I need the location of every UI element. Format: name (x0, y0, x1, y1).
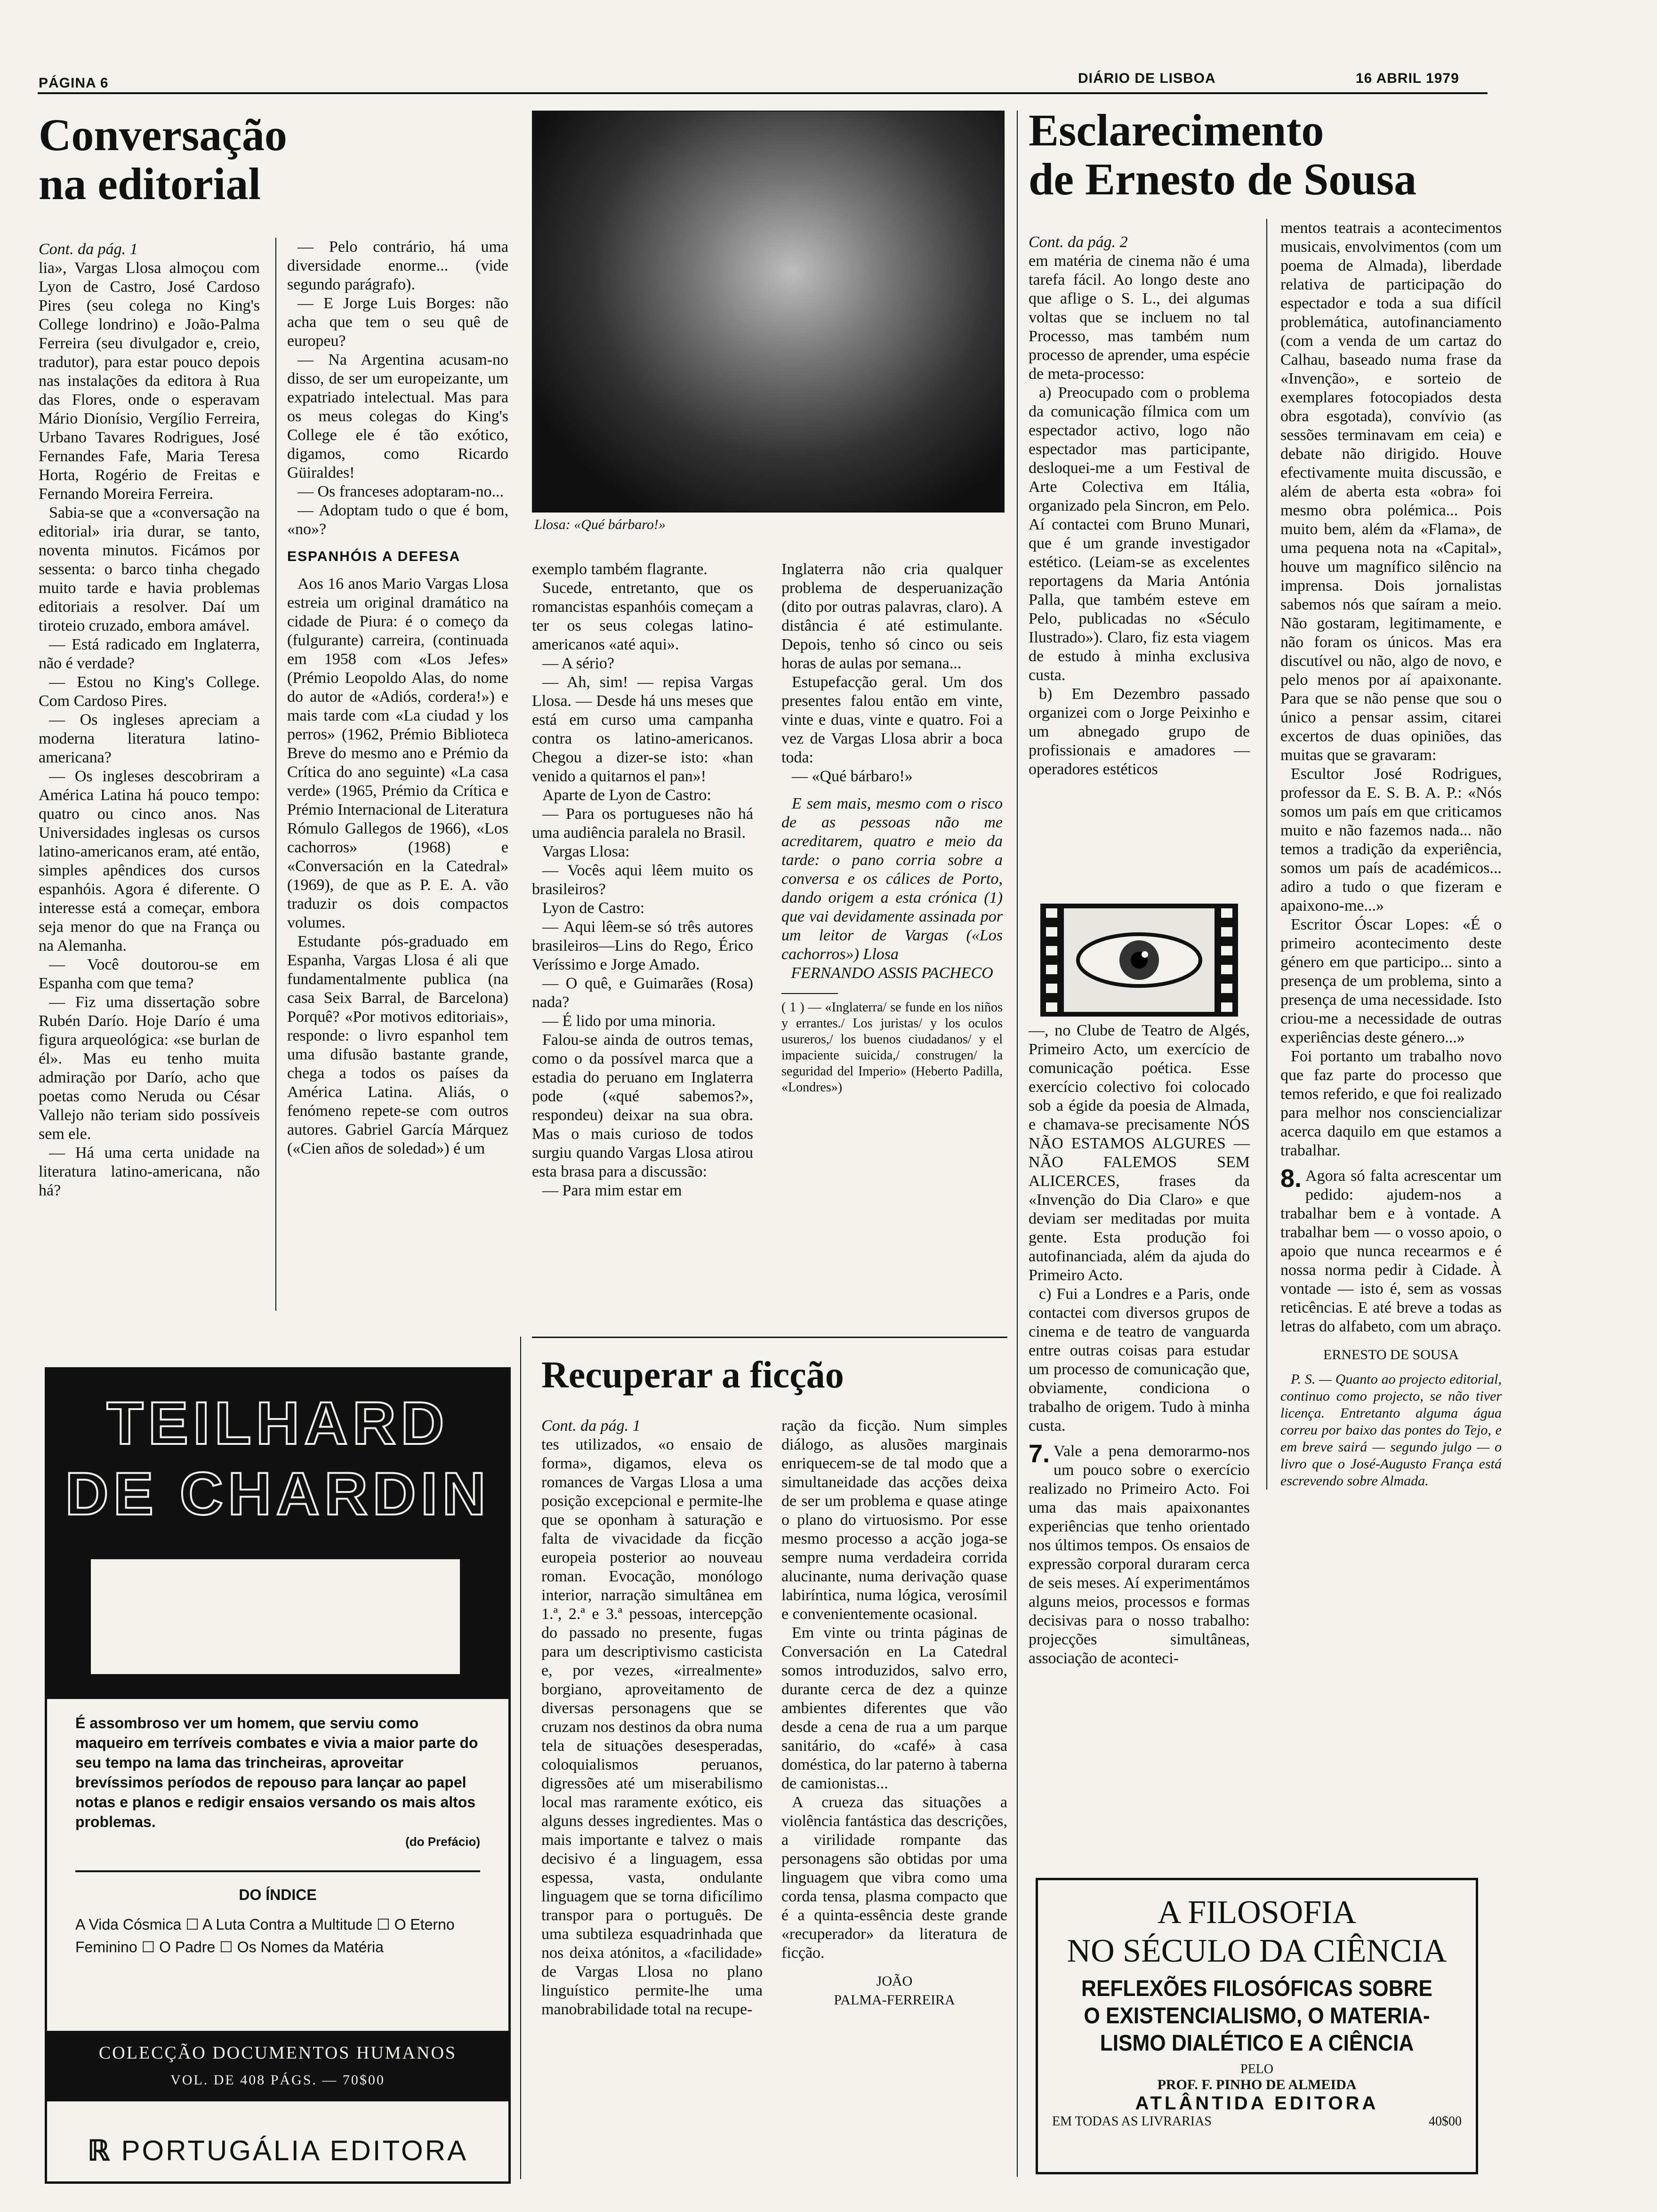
ad-index-title: DO ÍNDICE (239, 1886, 317, 1903)
column-rule (520, 1337, 521, 2179)
llosa-portrait-photo (532, 111, 1005, 513)
ad-collection-banner: COLECÇÃO DOCUMENTOS HUMANOS VOL. DE 408 PÁGS. — 70$00 (47, 2031, 508, 2101)
article1-italic-note: E sem mais, mesmo com o risco de as pessoas não me acreditarem, quatro e meio da tarde: o pano corria sobre a conversa e os cálices de Porto, dando origem a esta crónica (1) que vai devidamente assinada por um leitor de Vargas («Los cachorros») Llosa (781, 795, 1003, 963)
article2-author: ERNESTO DE SOUSA (1323, 1347, 1459, 1362)
article1-footnote: ( 1 ) — «Inglaterra/ se funde en los niños y errantes./ Los juristas/ y los oculos usureros,/ los buenos ciudadanos/ y el impaciente suicida,/ construgen/ la seguridad del Imperio» (Heberto Padilla, «Londres») (781, 1000, 1003, 1095)
ad-quote: É assombroso ver um homem, que serviu como maqueiro em terríveis combates e vivia a maior parte do seu tempo na lama das trincheiras, aproveitar brevíssimos períodos de repouso para lançar ao papel notas e planos e redigir ensaios versando os mais altos problemas. (do Prefácio) (75, 1715, 480, 1849)
ad-filosofia-subtitle: REFLEXÕES FILOSÓFICAS SOBRE O EXISTENCIALISMO, O MATERIA- LISMO DIALÉTICO E A CIÊNCIA (1081, 1976, 1432, 2056)
article3-title: Recuperar a ficção (541, 1354, 844, 1396)
ad-filosofia-author: PROF. F. PINHO DE ALMEIDA (1157, 2077, 1357, 2092)
article2-title: Esclarecimento de Ernesto de Sousa (1029, 105, 1417, 204)
article1-column-1: Cont. da pág. 1 lia», Vargas Llosa almoçou com Lyon de Castro, José Cardoso Pires (seu colega no King's College londrino) e João-Palma Ferreira (seu divulgador e, creio, tradutor), para estar pouco depois nas instalações da editora à Rua das Flores, onde o esperavam Mário Dionísio, Vergílio Ferreira, Urbano Tavares Rodrigues, José Fernandes Fafe, Maria Teresa Horta, Rogério de Freitas e Fernando Moreira Ferreira. Sabia-se que a «conversação na editorial» iria durar, se tanto, noventa minutos. Ficámos por sessenta: o barco tinha chegado muito tarde e havia problemas editoriais a resolver. Daí um tiroteio cruzado, embora amável. — Está radicado em Inglaterra, não é verdade? — Estou no King's College. Com Cardoso Pires. — Os ingleses apreciam a moderna literatura latino-americana? — Os ingleses descobriram a América Latina há pouco tempo: quatro ou cinco anos. Nas Universidades inglesas os cursos latino-americanos eram, até então, simples apêndices dos cursos espanhóis. Agora é diferente. O interesse está a começar, embora seja menor do que na França ou na Alemanha. — Você doutorou-se em Espanha com que tema? — Fiz uma dissertação sobre Rubén Darío. Hoje Darío é uma figura arqueológica: «se burlan de él». Mas eu tenho muita admiração por Darío, acho que poetas como Neruda ou César Vallejo não teriam sido possíveis sem ele. — Há uma certa unidade na literatura latino-americana, não há? (39, 240, 260, 1199)
article2-column-1b: —, no Clube de Teatro de Algés, Primeiro Acto, um exercício de comunicação poética. Esse exercício colectivo foi colocado sob a égide da poesia de Almada, e chamava-se precisamente NÓS NÃO ESTAMOS ALGURES — NÃO FALEMOS SEM ALICERCES, frases da «Invenção do Dia Claro» e que deviam ser meditadas por muita gente. Esta produção foi autofinanciada, além da ajuda do Primeiro Acto. c) Fui a Londres e a Paris, onde contactei com diversos grupos de cinema e de teatro de vanguarda entre outras coisas para estudar um processo de comunicação que, obviamente, condiciona o trabalho de origem. Tudo à minha custa. 7. Vale a pena demorarmo-nos um pouco sobre o exercício realizado no Primeiro Acto. Foi uma das mais apaixonantes experiências que tenho orientado nos últimos tempos. Os ensaios de expressão corporal duraram cerca de seis meses. Aí experimentámos alguns meios, processos e formas decisivas para o nosso trabalho: projecções simultâneas, associação de aconteci- (1029, 1022, 1250, 1667)
article2-column-2: mentos teatrais a acontecimentos musicais, envolvimentos (com um poema de Almada), liberdade relativa de participação do espectador e toda a sua difícil problemática, autofinanciamento (com a venda de um cartaz do Calhau, baseado numa frase da «Invenção», e sorteio de exemplares fotocopiados desta obra esgotada), convívio (as sessões terminavam em ceia) e debate não dirigido. Houve efectivamente muita discussão, e além de aberta esta «obra» foi mesmo obra polémica... Pois muito bem, além da «Flama», de uma pequena nota na «Capital», houve um magnífico silêncio na imprensa. Dois jornalistas sabemos nós que saíram a meio. Não gostaram, legitimamente, e não foram os únicos. Mas era discutível ou não, algo de novo, e pelo menos por aí apaixonante. Para que se não pense que sou o único a pensar assim, citarei excertos de duas opiniões, das muitas que se gravaram: Escultor José Rodrigues, professor da E. S. B. A. P.: «Nós somos um país em que criticamos muito e não fazemos nada... não temos a tradição da experiência, somos um país de académicos... adiro a tudo o que fizeram e apaixono-me...» Escritor Óscar Lopes: «É o primeiro acontecimento deste género em que participo... sinto a presença de um problema, sinto a presença de uma necessidade. Isto criou-me a necessidade de outras experiências deste género...» Foi portanto um trabalho novo que faz parte do processo que temos referido, e que foi realizado para melhor nos consciencializar acerca daquilo em que estamos a trabalhar. 8. Agora só falta acrescentar um pedido: ajudem-nos a trabalhar bem e à vontade. A trabalhar bem — o vosso apoio, o apoio que nunca recearmos e é nossa norma pedir à Cidade. À vontade — isto é, sem as vossas reticências. E até breve a todas as letras do alfabeto, com um abraço. ERNESTO DE SOUSA P. S. — Quanto ao projecto editorial, continuo como projecto, se não tiver licença. Entretanto alguma água correu por baixo das pontes do Tejo, e em breve sairá — segundo julgo — o livro que o José-Augusto França está escrevendo sobre Almada. (1280, 219, 1502, 1489)
ad-index-text: A Vida Cósmica ☐ A Luta Contra a Multitude ☐ O Eterno Feminino ☐ O Padre ☐ Os Nomes da Matéria (75, 1916, 455, 1956)
article3-author: JOÃO PALMA-FERREIRA (834, 1973, 955, 2008)
page-label: PÁGINA 6 (39, 75, 109, 91)
article3-column-2: ração da ficção. Num simples diálogo, as alusões marginais enriquecem-se de tal modo que a simultaneidade das acções deixa de ser um problema e quase atinge o plano do virtuosismo. Por esse mesmo processo a acção joga-se sempre numa verdadeira corrida alucinante, numa derivação quase labiríntica, numa lógica, verosímil e convenientemente ocasional. Em vinte ou trinta páginas de Conversación en La Catedral somos introduzidos, salvo erro, durante cerca de dez a quinze ambientes diferentes que vão desde a cena de rua a um parque sanitário, do «café» à casa doméstica, do lar paterno à taberna de camionistas... A crueza das situações a violência fantástica das descrições, a virilidade rompante das personagens são obtidas por uma linguagem que vibra como uma corda tensa, plasma compacto que é a quinta-essência deste grande «recuperador» da literatura de ficção. JOÃO PALMA-FERREIRA (781, 1417, 1007, 2179)
column-rule (1017, 111, 1018, 2177)
section-number-8: 8. (1280, 1164, 1302, 1193)
ad-filosofia-footer: EM TODAS AS LIVRARIAS 40$00 (1052, 2114, 1462, 2129)
article1-column-3: exemplo também flagrante. Sucede, entretanto, que os romancistas espanhóis começam a ter os seus colegas latino-americanos «até aqui». — A sério? — Ah, sim! — repisa Vargas Llosa. — Desde há uns meses que está em curso uma campanha contra os latino-americanos. Chegou a dizer-se isto: «han venido a quitarnos el pan»! Aparte de Lyon de Castro: — Para os portugueses não há uma audiência paralela no Brasil. Vargas Llosa: — Vocês aqui lêem muito os brasileiros? Lyon de Castro: — Aqui lêem-se só três autores brasileiros—Lins do Rego, Érico Veríssimo e Jorge Amado. — O quê, e Guimarães (Rosa) nada? — É lido por uma minoria. Falou-se ainda de outros temas, como o da possível marca que a estadia do peruano em Inglaterra pode («qué sabemos?», respondeu) deixar na sua obra. Mas o mais curioso de todos surgiu quando Vargas Llosa atirou esta brasa para a discussão: — Para mim estar em (532, 561, 753, 1199)
photo-caption: Llosa: «Qué bárbaro!» (534, 517, 666, 532)
ad-filosofia-publisher: ATLÂNTIDA EDITORA (1135, 2093, 1379, 2114)
header-rule (38, 92, 1488, 94)
ad-title-block (47, 1370, 508, 1699)
filosofia-book-ad (1036, 1878, 1478, 2174)
ad-subtitle: ESCRITOS DO TEMPO DA GUERRA (89, 1558, 461, 1675)
ad-title: TEILHARD DE CHARDIN (65, 1390, 491, 1528)
article3-cont: Cont. da pág. 1 (541, 1417, 641, 1435)
ad-publisher: ℝ PORTUGÁLIA EDITORA (87, 2135, 468, 2166)
film-strip-eye-image (1040, 904, 1238, 1017)
eye-icon (1040, 904, 1238, 1017)
article3-column-1: Cont. da pág. 1 tes utilizados, «o ensaio de forma», digamos, eleva os romances de Vargas Llosa a uma posição excepcional e permite-lhe que se oponham à saturação e falta de vivacidade da ficção europeia posterior ao nouveau roman. Evocação, monólogo interior, narração simultânea em 1.ª, 2.ª e 3.ª pessoas, intercepção do passado no presente, fugas para um descriptivismo casticista e, por vezes, «irrealmente» borgiano, aproveitamento de diversas personagens que se cruzam nos destinos da obra numa tela de situações desesperadas, coloquialismos peruanos, digressões até um miserabilismo local mas raramente exótico, eis alguns desses ingredientes. Mas o mais importante e talvez o mais decisivo é a linguagem, essa espessa, vasta, ondulante linguagem que se torna dificílimo transpor para o português. De uma subtileza esquadrinhada que nos deixa atónitos, a «facilidade» de Vargas Llosa no plano linguístico permite-lhe uma manobrabilidade total na recupe- (541, 1417, 763, 2018)
article1-cont: Cont. da pág. 1 (39, 240, 138, 258)
article1-title: Conversação na editorial (39, 110, 287, 209)
article3-top-rule (532, 1337, 1007, 1338)
ad-filosofia-title: A FILOSOFIA NO SÉCULO DA CIÊNCIA (1067, 1894, 1447, 1969)
article1-author: FERNANDO ASSIS PACHECO (791, 964, 993, 982)
publisher-logo-icon: ℝ (87, 2135, 112, 2166)
article2-cont: Cont. da pág. 2 (1029, 233, 1128, 251)
column-rule (275, 238, 276, 1311)
column-rule (1266, 219, 1267, 1490)
issue-date: 16 ABRIL 1979 (1356, 71, 1459, 86)
teilhard-book-ad (45, 1367, 511, 2184)
article1-subhead: ESPANHÓIS A DEFESA (287, 549, 461, 564)
ad-filosofia-by: PELO (1240, 2062, 1273, 2076)
newspaper-name: DIÁRIO DE LISBOA (1078, 71, 1216, 86)
article2-column-1: Cont. da pág. 2 em matéria de cinema não é uma tarefa fácil. Ao longo deste ano que aflige o S. L., dei algumas voltas que se incluem no tal Processo, mas também num processo de aprender, uma espécie de meta-processo: a) Preocupado com o problema da comunicação fílmica com um espectador activo, logo não espectador mas participante, desloquei-me a um Festival de Arte Colectiva em Itália, organizado pela Sincron, em Pelo. Aí contactei com Bruno Munari, que é um grande investigador estético. (Leiam-se as excelentes reportagens da Maria Antónia Palla, que também esteve em Pelo, publicadas no «Século Ilustrado»). Claro, fiz esta viagem de estudo à minha exclusiva custa. b) Em Dezembro passado organizei com o Jorge Peixinho e um abnegado grupo de profissionais e amadores — operadores estéticos (1029, 233, 1250, 778)
section-number-7: 7. (1029, 1440, 1050, 1468)
article2-postscript: P. S. — Quanto ao projecto editorial, continuo como projecto, se não tiver licença. Entretanto alguma água correu por baixo das pontes do Tejo, e em breve sairá — segundo julgo — o livro que o José-Augusto França está escrevendo sobre Almada. (1280, 1371, 1502, 1489)
article1-column-4: Inglaterra não cria qualquer problema de desperuanização (dito por outras palavras, claro). A distância é até estimulante. Depois, tenho só cinco ou seis horas de aulas por semana... Estupefacção geral. Um dos presentes falou então em vinte, vinte e duas, vinte e quatro. Foi a vez de Vargas Llosa abrir a boca toda: — «Qué bárbaro!» E sem mais, mesmo com o risco de as pessoas não me acreditarem, quatro e meio da tarde: o pano corria sobre a conversa e os cálices de Porto, dando origem a esta crónica (1) que vai devidamente assinada por um leitor de Vargas («Los cachorros») Llosa FERNANDO ASSIS PACHECO ( 1 ) — «Inglaterra/ se funde en los niños y errantes./ Los juristas/ y los oculos usureros,/ los buenos ciudadanos/ y el impaciente suicida,/ construgen/ la seguridad del Imperio» (Heberto Padilla, «Londres») (781, 561, 1003, 1095)
article1-column-2: — Pelo contrário, há uma diversidade enorme... (vide segundo parágrafo). — E Jorge Luis Borges: não acha que tem o seu quê de europeu? — Na Argentina acusam-no disso, de ser um europeizante, um expatriado intelectual. Mas para os meus colegas do King's College ele é tão exótico, digamos, como Ricardo Güiraldes! — Os franceses adoptaram-no... — Adoptam tudo o que é bom, «no»? ESPANHÓIS A DEFESA Aos 16 anos Mario Vargas Llosa estreia um original dramático na cidade de Piura: é o começo da (fulgurante) carreira, (continuada em 1958 com «Los Jefes» (Prémio Leopoldo Alas, do nome do autor de «Adiós, cordera!») e mais tarde com «La ciudad y los perros» (1962, Prémio Biblioteca Breve do mesmo ano e Prémio da Crítica do ano seguinte) «La casa verde» (1965, Prémio da Crítica e Prémio Internacional de Literatura Rómulo Gallegos de 1966), «Los cachorros» (1968) e «Conversación en la Catedral» (1969), de que as P. E. A. vão traduzir os dois compactos volumes. Estudante pós-graduado em Espanha, Vargas Llosa é ali que fundamentalmente publica (na casa Seix Barral, de Barcelona) Porquê? «Por motivos editoriais», responde: o livro espanhol tem uma difusão bastante grande, chega a todos os países da América Latina. Aliás, o fenómeno repete-se com outros autores. Gabriel García Márquez («Cien años de soledad») é um (287, 238, 508, 1157)
